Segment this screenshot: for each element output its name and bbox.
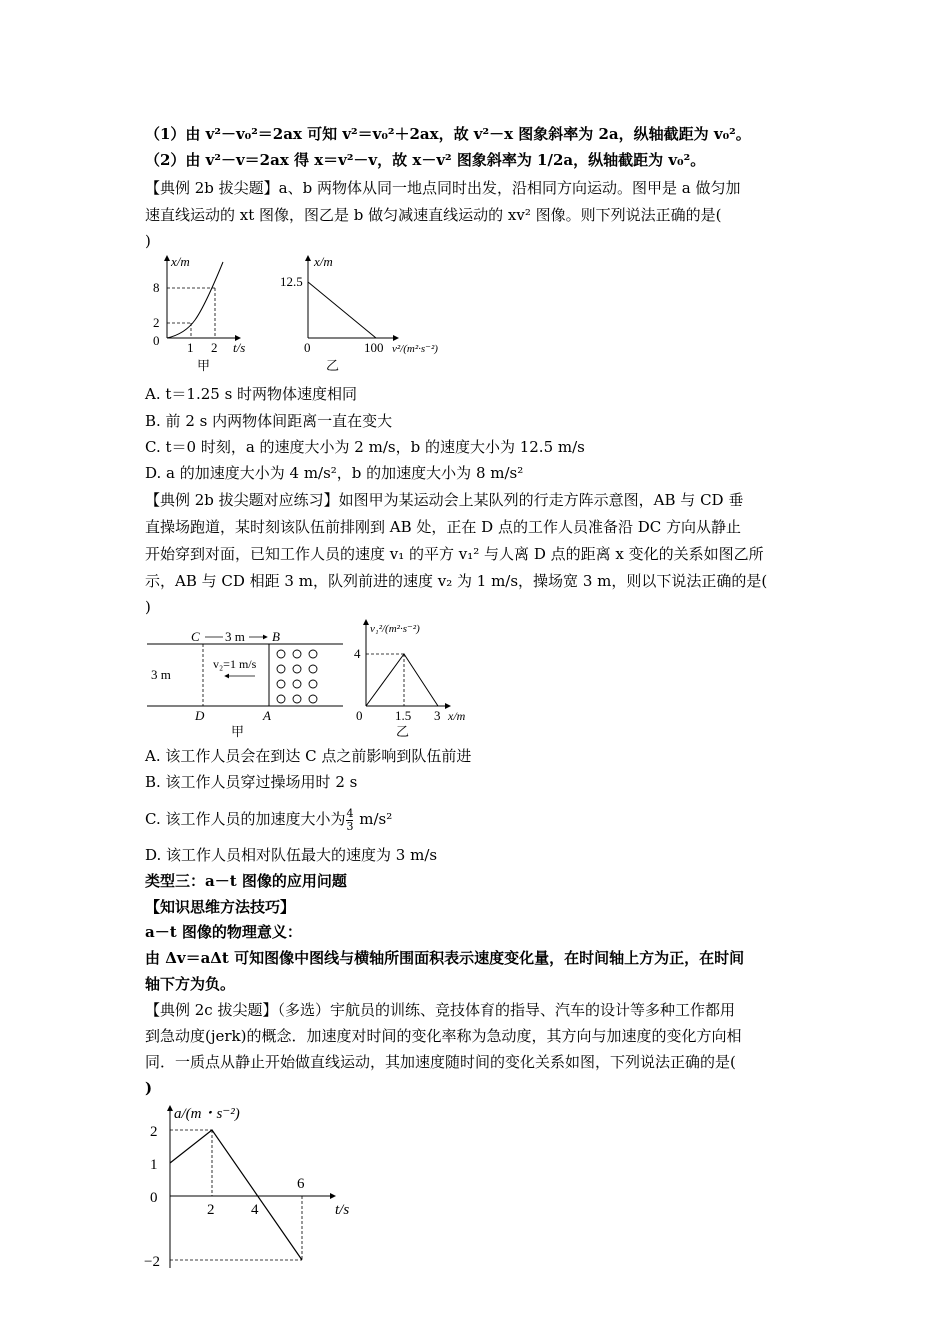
figure-at-graph (140, 1100, 380, 1275)
fig4-xtick-0: 0 (356, 708, 363, 723)
label-A: A (263, 708, 271, 723)
fig2-xlabel: v²/(m²·s⁻²) (392, 343, 438, 355)
knowledge-tips-heading: 【知识思维方法技巧】 (145, 898, 296, 916)
example-2b-line-1: 【典例 2b 拔尖题】a、b 两物体从同一地点同时出发，沿相同方向运动。图甲是 a 做匀加 (145, 179, 741, 197)
fig2-xtick-0: 0 (304, 340, 311, 355)
fig3-caption: 甲 (231, 724, 245, 739)
fig2-ytick: 12.5 (280, 274, 303, 289)
intro-line-1: （1）由 v²－v₀²＝2ax 可知 v²＝v₀²＋2ax，故 v²－x 图象斜率为 2a，纵轴截距为 v₀²。 (145, 125, 751, 143)
practice-option-b: B. 该工作人员穿过操场用时 2 s (145, 773, 358, 791)
example-2b-line-3: ) (145, 232, 151, 250)
practice-line-3: 开始穿到对面，已知工作人员的速度 v₁ 的平方 v₁² 与人离 D 点的距离 x 变化的关系如图乙所 (145, 545, 764, 563)
figure-v2x-graph (350, 616, 490, 742)
example-2b-option-b: B. 前 2 s 内两物体间距离一直在变大 (145, 412, 393, 430)
intro-line-2: （2）由 v²－v＝2ax 得 x＝v²－v，故 x－v² 图象斜率为 1/2a，纵轴截距为 v₀²。 (145, 151, 706, 169)
practice-line-5: ) (145, 598, 151, 616)
fig5-ytick-2: 2 (150, 1124, 158, 1140)
fig5-ytick-1: 1 (150, 1157, 158, 1173)
fig5-xtick-2: 2 (207, 1202, 215, 1218)
practice-line-4: 示，AB 与 CD 相距 3 m，队列前进的速度 v₂ 为 1 m/s，操场宽 3 m，则以下说法正确的是( (145, 572, 768, 590)
example-2b-line-2: 速直线运动的 xt 图像，图乙是 b 做匀减速直线运动的 xv² 图像。则下列说法正确的是( (145, 206, 722, 224)
fig1-caption: 甲 (197, 358, 211, 373)
figure-xt-graph (145, 252, 265, 377)
practice-option-d: D. 该工作人员相对队伍最大的速度为 3 m/s (145, 846, 438, 864)
practice-option-a: A. 该工作人员会在到达 C 点之前影响到队伍前进 (145, 747, 472, 765)
label-D: D (195, 708, 205, 723)
fig5-xtick-6: 6 (297, 1176, 305, 1192)
fig5-xtick-4: 4 (251, 1202, 259, 1218)
fig2-xtick-100: 100 (364, 340, 384, 355)
label-left-dim: 3 m (151, 667, 171, 682)
label-B: B (272, 629, 280, 644)
fig1-ytick-2: 2 (153, 315, 160, 330)
fig4-caption: 乙 (396, 724, 410, 739)
fig1-xtick-2: 2 (211, 340, 218, 355)
label-C: C (191, 629, 200, 644)
type-3-heading: 类型三：a－t 图像的应用问题 (145, 872, 347, 890)
practice-option-c (145, 806, 810, 833)
fig2-caption: 乙 (326, 358, 340, 373)
line-v1sq (366, 654, 438, 706)
example-2c-line-1: 【典例 2c 拔尖题】（多选）宇航员的训练、竞技体育的指导、汽车的设计等多种工作都用 (145, 1001, 735, 1019)
example-2b-option-d: D. a 的加速度大小为 4 m/s²，b 的加速度大小为 8 m/s² (145, 464, 524, 482)
fig5-ylabel: a/(m・s⁻²) (174, 1106, 240, 1122)
fig4-ytick: 4 (354, 646, 361, 661)
type-3-body-1: 由 Δv＝aΔt 可知图像中图线与横轴所围面积表示速度变化量，在时间轴上方为正，在时间 (145, 949, 745, 967)
example-2c-line-4: ) (145, 1079, 153, 1097)
fig1-xtick-1: 1 (187, 340, 194, 355)
fig2-ylabel: x/m (314, 254, 333, 269)
fig4-xlabel: x/m (448, 709, 466, 723)
example-2c-line-3: 同．一质点从静止开始做直线运动，其加速度随时间的变化关系如图，下列说法正确的是( (145, 1053, 736, 1071)
line-b (308, 282, 376, 338)
practice-line-1: 【典例 2b 拔尖题对应练习】如图甲为某运动会上某队列的行走方阵示意图，AB 与 CD 垂 (145, 491, 744, 509)
option-c-text: C. 该工作人员的加速度大小为 (145, 810, 346, 828)
fig5-ytick-m2: −2 (144, 1254, 160, 1270)
fig4-xtick-3: 3 (434, 708, 441, 723)
example-2c-line-2: 到急动度(jerk)的概念．加速度对时间的变化率称为急动度，其方向与加速度的变化方向相 (145, 1027, 742, 1045)
figure-xv2-graph (278, 252, 468, 377)
fraction-denominator: 3 (346, 819, 354, 833)
fig1-ylabel: x/m (171, 254, 190, 269)
fig1-ytick-0: 0 (153, 333, 160, 348)
option-c-unit: m/s² (354, 810, 393, 828)
practice-line-2: 直操场跑道，某时刻该队伍前排刚到 AB 处，正在 D 点的工作人员准备沿 DC 方向从静止 (145, 518, 741, 536)
at-graph-meaning: a－t 图像的物理意义： (145, 923, 302, 941)
fig1-xlabel: t/s (233, 340, 246, 355)
fig5-ytick-0: 0 (150, 1190, 158, 1206)
fig4-ylabel: v₁²/(m²·s⁻²) (370, 623, 420, 635)
label-top-dim: 3 m (225, 629, 245, 644)
fraction-numerator: 4 (346, 806, 354, 820)
label-speed: v₂=1 m/s (213, 657, 257, 671)
figure-field-diagram (145, 624, 345, 742)
fraction (346, 808, 353, 833)
queue-circles (277, 650, 317, 703)
fig1-ytick-8: 8 (153, 280, 160, 295)
line-a (170, 1130, 302, 1260)
type-3-body-2: 轴下方为负。 (145, 975, 236, 993)
fig5-xlabel: t/s (335, 1202, 350, 1218)
example-2b-option-c: C. t＝0 时刻，a 的速度大小为 2 m/s，b 的速度大小为 12.5 m/s (145, 438, 585, 456)
fig4-xtick-15: 1.5 (395, 708, 412, 723)
example-2b-option-a: A. t＝1.25 s 时两物体速度相同 (145, 385, 358, 403)
